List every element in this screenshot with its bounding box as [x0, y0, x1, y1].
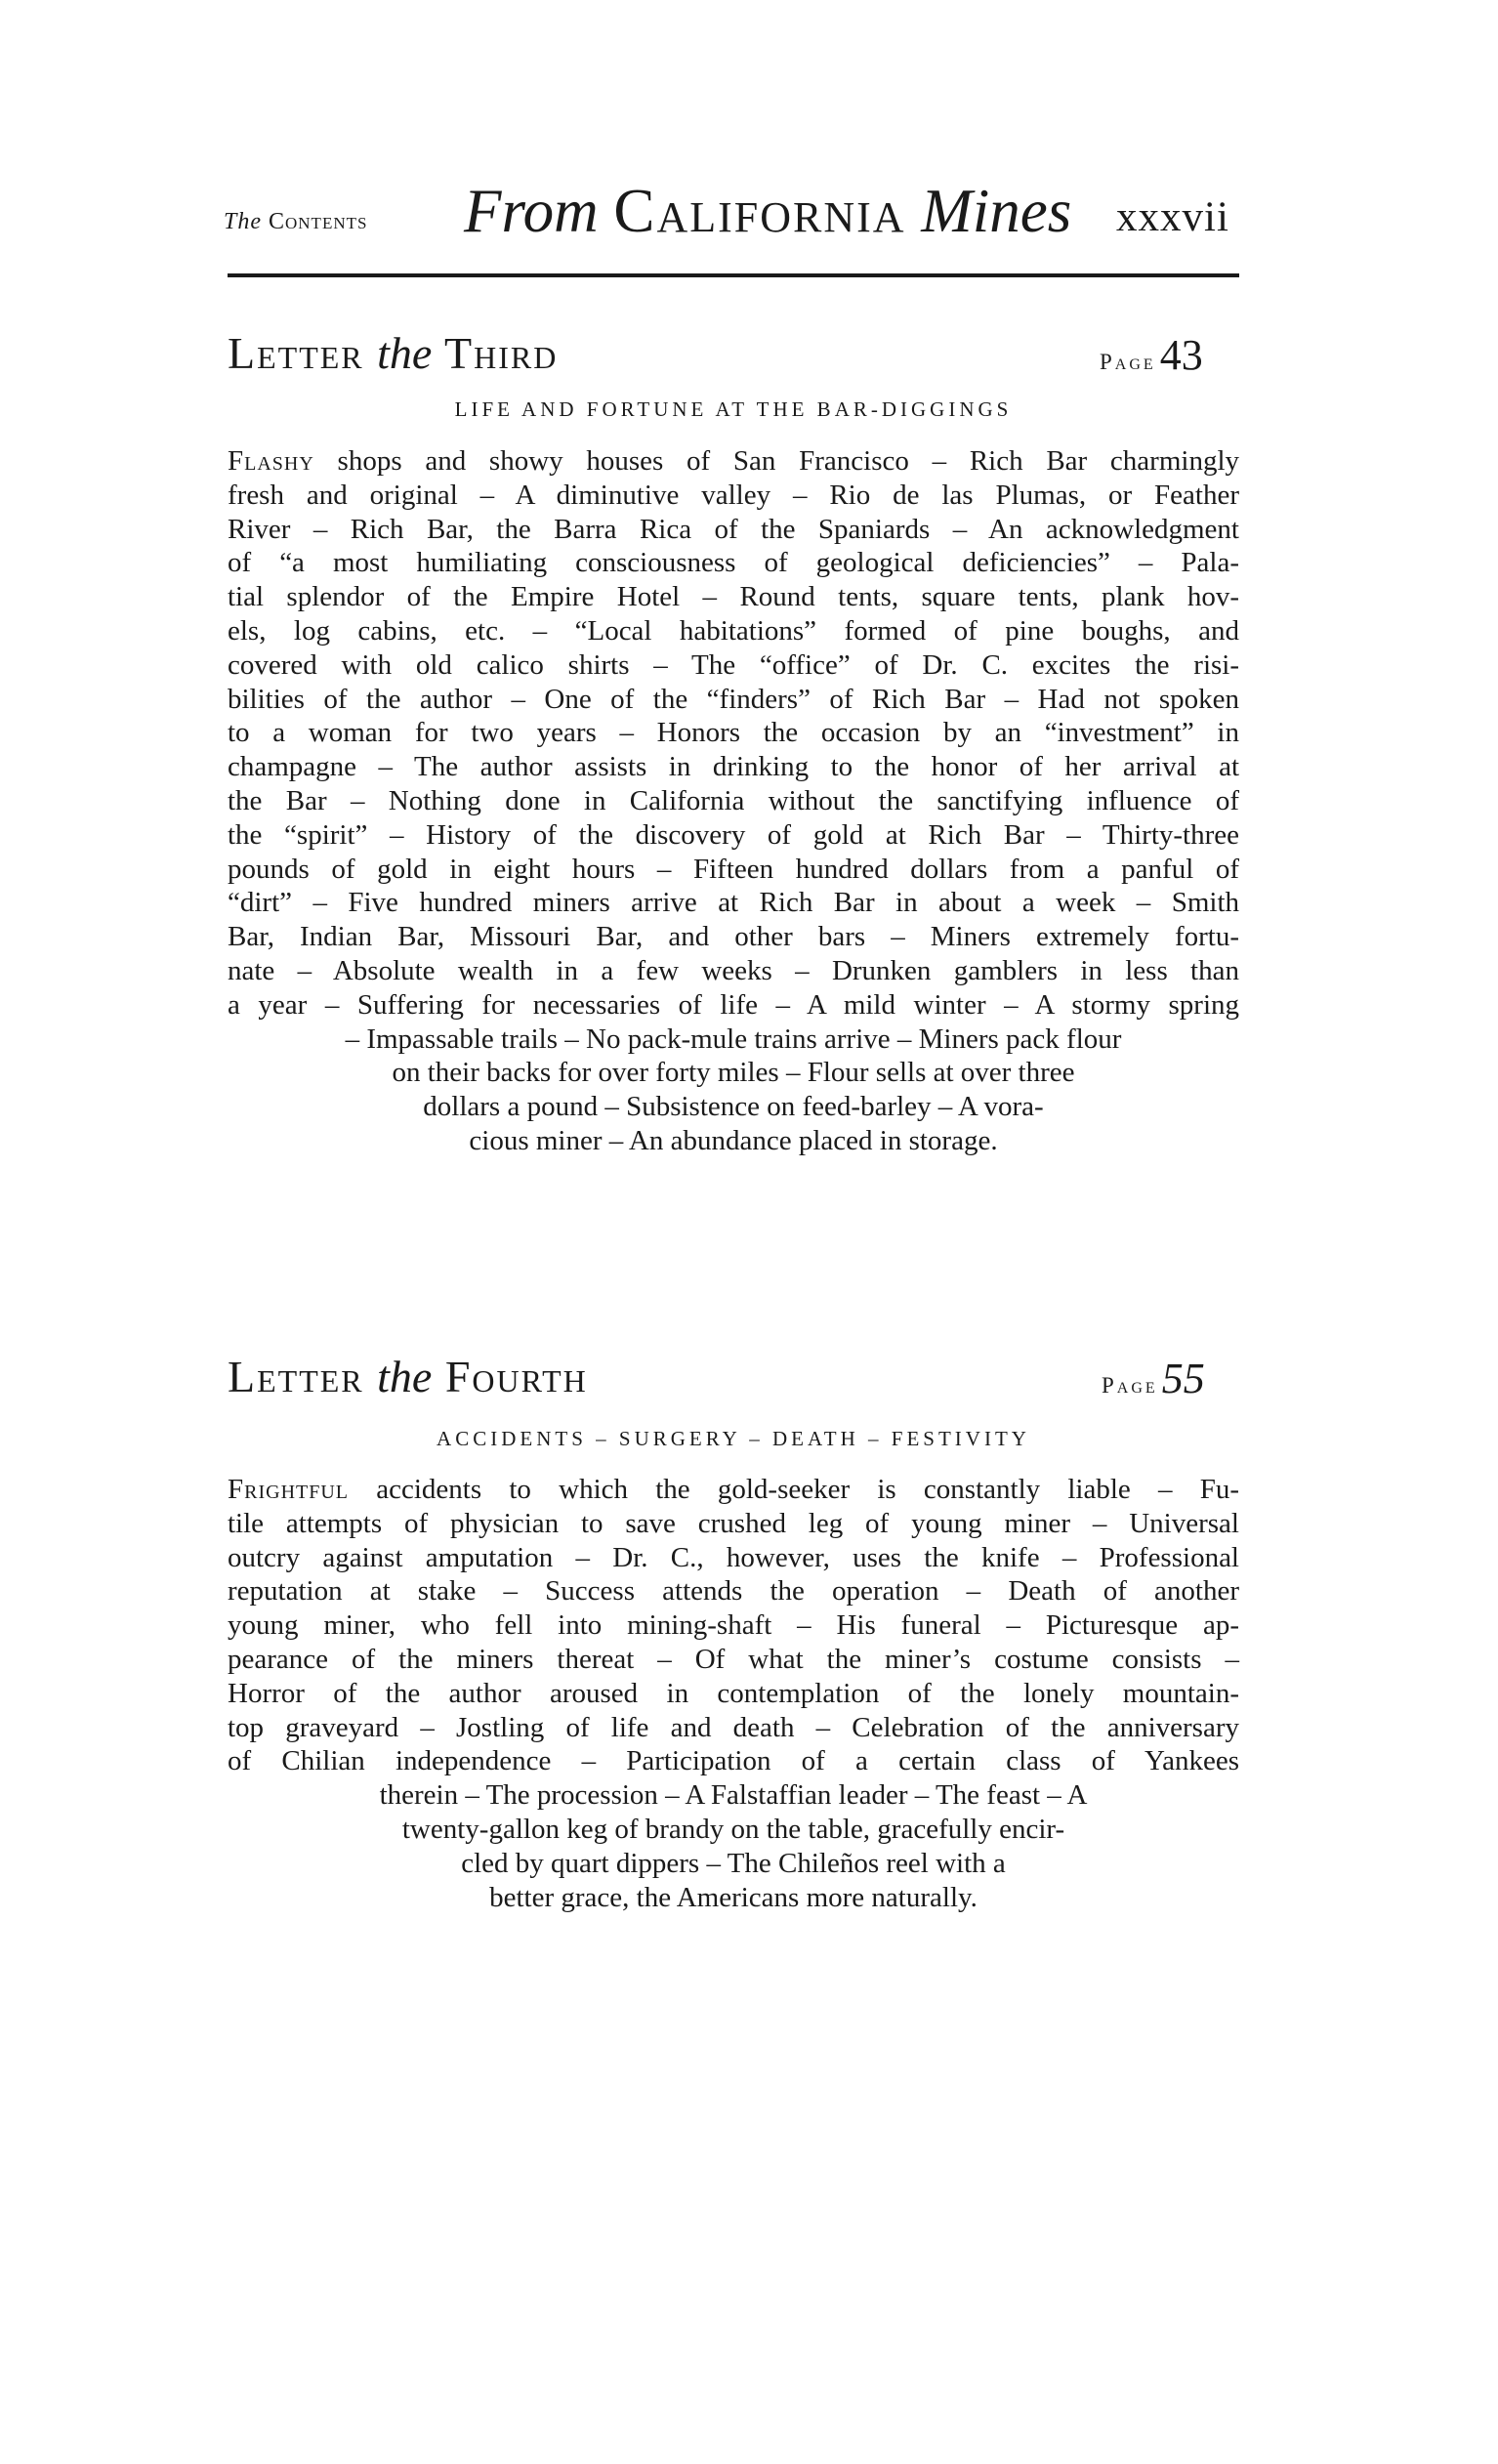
letter-fourth-word-letter: Letter	[228, 1352, 364, 1401]
synopsis-line	[228, 444, 1239, 479]
running-head-contents	[224, 209, 367, 235]
synopsis-line: covered with old calico shirts – The “office” of Dr. C. excites the risi-	[228, 648, 1239, 681]
synopsis-line: the Bar – Nothing done in California without the sanctifying influence of	[228, 784, 1239, 816]
synopsis-line: a year – Suffering for necessaries of life – A mild winter – A stormy spring	[228, 988, 1239, 1021]
letter-fourth-heading	[228, 1351, 588, 1402]
synopsis-line: River – Rich Bar, the Barra Rica of the Spaniards – An acknowledgment	[228, 513, 1239, 545]
running-head-the: The	[224, 209, 262, 234]
synopsis-line: tial splendor of the Empire Hotel – Round tents, square tents, plank hov-	[228, 581, 1239, 613]
letter-third-heading	[228, 327, 558, 379]
synopsis-line: “dirt” – Five hundred miners arrive at Rich Bar in about a week – Smith	[228, 887, 1239, 919]
synopsis-line: cled by quart dippers – The Chileños reel with a	[461, 1847, 1006, 1879]
synopsis-line: to a woman for two years – Honors the occasion by an “investment” in	[228, 717, 1239, 749]
letter-fourth-page-label: Page	[1102, 1373, 1158, 1398]
synopsis-line-text: shops and showy houses of San Francisco – Rich Bar charmingly	[313, 445, 1239, 477]
synopsis-lead-word: Frightful	[228, 1474, 350, 1505]
synopsis-line: therein – The procession – A Falstaffian leader – The feast – A	[379, 1779, 1088, 1812]
synopsis-line: reputation at stake – Success attends the operation – Death of another	[228, 1575, 1239, 1608]
synopsis-line: Bar, Indian Bar, Missouri Bar, and other bars – Miners extremely fortu-	[228, 921, 1239, 953]
letter-fourth-subtitle: ACCIDENTS – SURGERY – DEATH – FESTIVITY	[437, 1427, 1030, 1450]
synopsis-lead-word: Flashy	[228, 445, 314, 477]
letter-fourth-page-number: 55	[1161, 1355, 1205, 1402]
letter-third-word-the: the	[377, 328, 433, 378]
page-number-roman: xxxvii	[1116, 194, 1229, 240]
synopsis-line: fresh and original – A diminutive valley – Rio de las Plumas, or Feather	[228, 479, 1239, 511]
synopsis-line: on their backs for over forty miles – Flour sells at over three	[392, 1057, 1075, 1089]
letter-fourth-synopsis	[228, 1473, 1239, 1914]
synopsis-line: dollars a pound – Subsistence on feed-barley – A vora-	[423, 1091, 1044, 1123]
running-head-contents-word: Contents	[269, 209, 368, 234]
synopsis-line: Horror of the author aroused in contemplation of the lonely mountain-	[228, 1677, 1239, 1709]
synopsis-line: of Chilian independence – Participation of a certain class of Yankees	[228, 1745, 1239, 1777]
synopsis-line: outcry against amputation – Dr. C., however, uses the knife – Professional	[228, 1541, 1239, 1573]
synopsis-line: – Impassable trails – No pack-mule trains arrive – Miners pack flour	[345, 1023, 1122, 1055]
letter-third-page-number: 43	[1159, 331, 1203, 379]
letter-third-page-ref	[1100, 330, 1203, 380]
running-head-title	[464, 177, 1072, 245]
synopsis-line	[228, 1473, 1239, 1507]
letter-third-subtitle: LIFE AND FORTUNE AT THE BAR-DIGGINGS	[454, 397, 1013, 421]
synopsis-line: nate – Absolute wealth in a few weeks – Drunken gamblers in less than	[228, 954, 1239, 986]
title-from: From	[464, 177, 599, 245]
synopsis-line: tile attempts of physician to save crushed leg of young miner – Universal	[228, 1507, 1239, 1539]
synopsis-line: young miner, who fell into mining-shaft – His funeral – Picturesque ap-	[228, 1609, 1239, 1642]
letter-third-synopsis	[228, 444, 1239, 1158]
synopsis-line-text: accidents to which the gold-seeker is constantly liable – Fu-	[349, 1474, 1239, 1505]
synopsis-line: cious miner – An abundance placed in storage.	[469, 1124, 998, 1156]
letter-third-page-label: Page	[1100, 350, 1156, 374]
title-california: California	[613, 177, 906, 245]
letter-fourth-page-ref	[1102, 1354, 1205, 1403]
synopsis-line: bilities of the author – One of the “finders” of Rich Bar – Had not spoken	[228, 683, 1239, 715]
header-rule	[228, 273, 1239, 277]
synopsis-line: of “a most humiliating consciousness of geological deficiencies” – Pala-	[228, 547, 1239, 579]
letter-third-word-letter: Letter	[228, 328, 364, 378]
synopsis-line: top graveyard – Jostling of life and death – Celebration of the anniversary	[228, 1711, 1239, 1743]
letter-third-word-ordinal: Third	[444, 328, 559, 378]
synopsis-line: pounds of gold in eight hours – Fifteen hundred dollars from a panful of	[228, 853, 1239, 885]
synopsis-line: the “spirit” – History of the discovery of gold at Rich Bar – Thirty-three	[228, 818, 1239, 851]
letter-fourth-word-the: the	[377, 1352, 433, 1401]
letter-fourth-word-ordinal: Fourth	[444, 1352, 588, 1401]
synopsis-line: better grace, the Americans more naturally.	[489, 1881, 978, 1913]
synopsis-line: champagne – The author assists in drinking to the honor of her arrival at	[228, 751, 1239, 783]
title-mines: Mines	[921, 177, 1072, 245]
synopsis-line: twenty-gallon keg of brandy on the table, gracefully encir-	[401, 1813, 1065, 1845]
synopsis-line: pearance of the miners thereat – Of what the miner’s costume consists –	[228, 1643, 1239, 1675]
synopsis-line: els, log cabins, etc. – “Local habitations” formed of pine boughs, and	[228, 614, 1239, 647]
